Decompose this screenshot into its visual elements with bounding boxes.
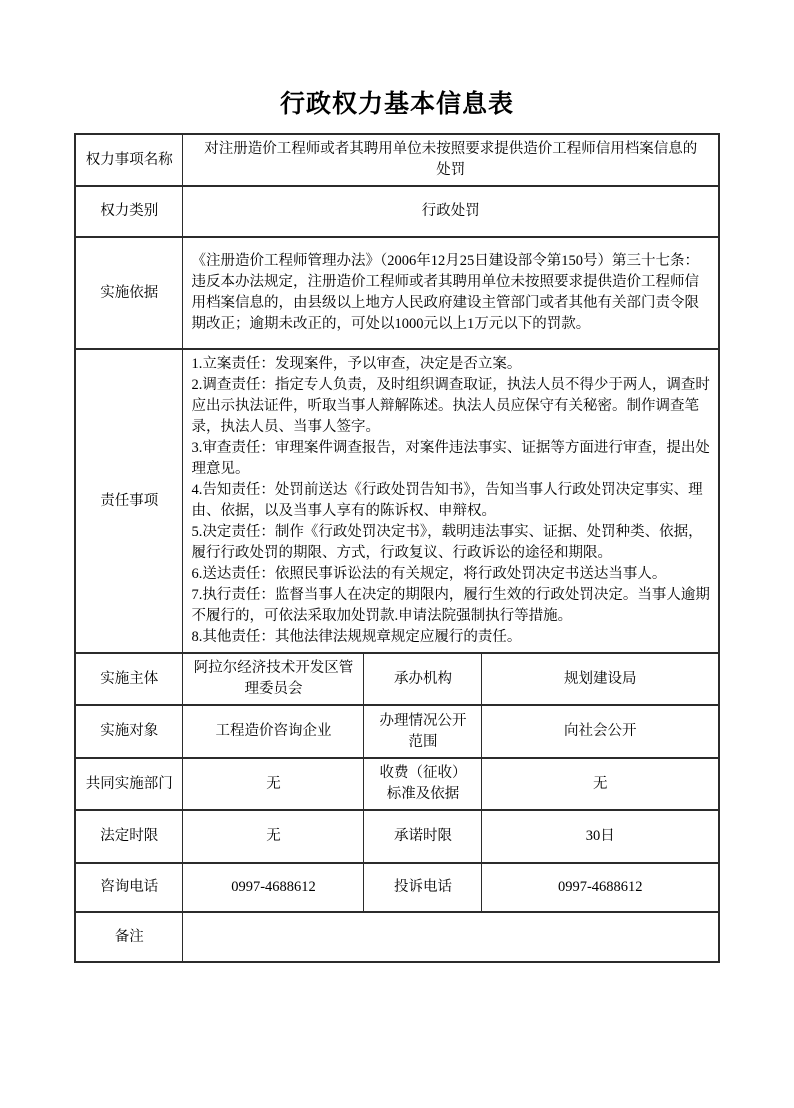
row-power-type	[75, 186, 719, 237]
consultation-phone-value: 0997-4688612	[183, 863, 364, 912]
row-statutory-time-limit	[75, 810, 719, 863]
duty-item-8: 8.其他责任：其他法律法规规章规定应履行的责任。	[191, 629, 522, 645]
power-name-value: 对注册造价工程师或者其聘用单位未按照要求提供造价工程师信用档案信息的处罚	[183, 134, 719, 186]
duty-item-1: 1.立案责任：发现案件，予以审查，决定是否立案。	[191, 356, 522, 372]
row-remarks	[75, 912, 719, 962]
joint-departments-value: 无	[183, 758, 364, 810]
duties-value	[183, 349, 719, 653]
publicity-scope-value: 向社会公开	[482, 705, 719, 758]
undertaker-value: 规划建设局	[482, 653, 719, 705]
target-label: 实施对象	[75, 705, 183, 758]
statutory-time-limit-value: 无	[183, 810, 364, 863]
consultation-phone-label: 咨询电话	[75, 863, 183, 912]
undertaker-label: 承办机构	[364, 653, 482, 705]
power-type-value: 行政处罚	[183, 186, 719, 237]
statutory-time-limit-label: 法定时限	[75, 810, 183, 863]
page-title: 行政权力基本信息表	[279, 91, 514, 118]
legal-basis-value: 《注册造价工程师管理办法》（2006年12月25日建设部令第150号）第三十七条：违反本办法规定，注册造价工程师或者其聘用单位未按照要求提供造价工程师信用档案信息的，由县级以上地方人民政府建设主管部门或者其他有关部门责令限期改正；逾期未改正的，可处以1000元以上1万元以下的罚款。	[183, 237, 719, 349]
row-target	[75, 705, 719, 758]
implementer-value: 阿拉尔经济技术开发区管理委员会	[183, 653, 364, 705]
row-implementer	[75, 653, 719, 705]
row-legal-basis	[75, 237, 719, 349]
duty-item-2: 2.调查责任：指定专人负责，及时组织调查取证，执法人员不得少于两人，调查时应出示执法证件，听取当事人辩解陈述。执法人员应保守有关秘密。制作调查笔录，执法人员、当事人签字。	[191, 377, 710, 435]
duty-item-5: 5.决定责任：制作《行政处罚决定书》，载明违法事实、证据、处罚种类、依据，履行行政处罚的期限、方式，行政复议、行政诉讼的途径和期限。	[191, 524, 703, 561]
publicity-scope-label: 办理情况公开范围	[364, 705, 482, 758]
row-duties	[75, 349, 719, 653]
remarks-label: 备注	[75, 912, 183, 962]
admin-power-info-table	[74, 133, 720, 963]
duties-label: 责任事项	[75, 349, 183, 653]
remarks-value	[183, 912, 719, 962]
promised-time-limit-value: 30日	[482, 810, 719, 863]
power-type-label: 权力类别	[75, 186, 183, 237]
duty-item-6: 6.送达责任：依照民事诉讼法的有关规定，将行政处罚决定书送达当事人。	[191, 566, 667, 582]
joint-departments-label: 共同实施部门	[75, 758, 183, 810]
duty-item-7: 7.执行责任：监督当事人在决定的期限内，履行生效的行政处罚决定。当事人逾期不履行的，可依法采取加处罚款.申请法院强制执行等措施。	[191, 587, 710, 624]
duty-item-3: 3.审查责任：审理案件调查报告，对案件违法事实、证据等方面进行审查，提出处理意见。	[191, 440, 710, 477]
legal-basis-label: 实施依据	[75, 237, 183, 349]
duty-item-4: 4.告知责任：处罚前送达《行政处罚告知书》，告知当事人行政处罚决定事实、理由、依据，以及当事人享有的陈诉权、申辩权。	[191, 482, 703, 519]
target-value: 工程造价咨询企业	[183, 705, 364, 758]
charge-standard-label: 收费（征收）标准及依据	[364, 758, 482, 810]
complaint-phone-label: 投诉电话	[364, 863, 482, 912]
complaint-phone-value: 0997-4688612	[482, 863, 719, 912]
promised-time-limit-label: 承诺时限	[364, 810, 482, 863]
row-consultation-phone	[75, 863, 719, 912]
implementer-label: 实施主体	[75, 653, 183, 705]
row-power-name	[75, 134, 719, 186]
row-joint-departments	[75, 758, 719, 810]
charge-standard-value: 无	[482, 758, 719, 810]
power-name-label: 权力事项名称	[75, 134, 183, 186]
